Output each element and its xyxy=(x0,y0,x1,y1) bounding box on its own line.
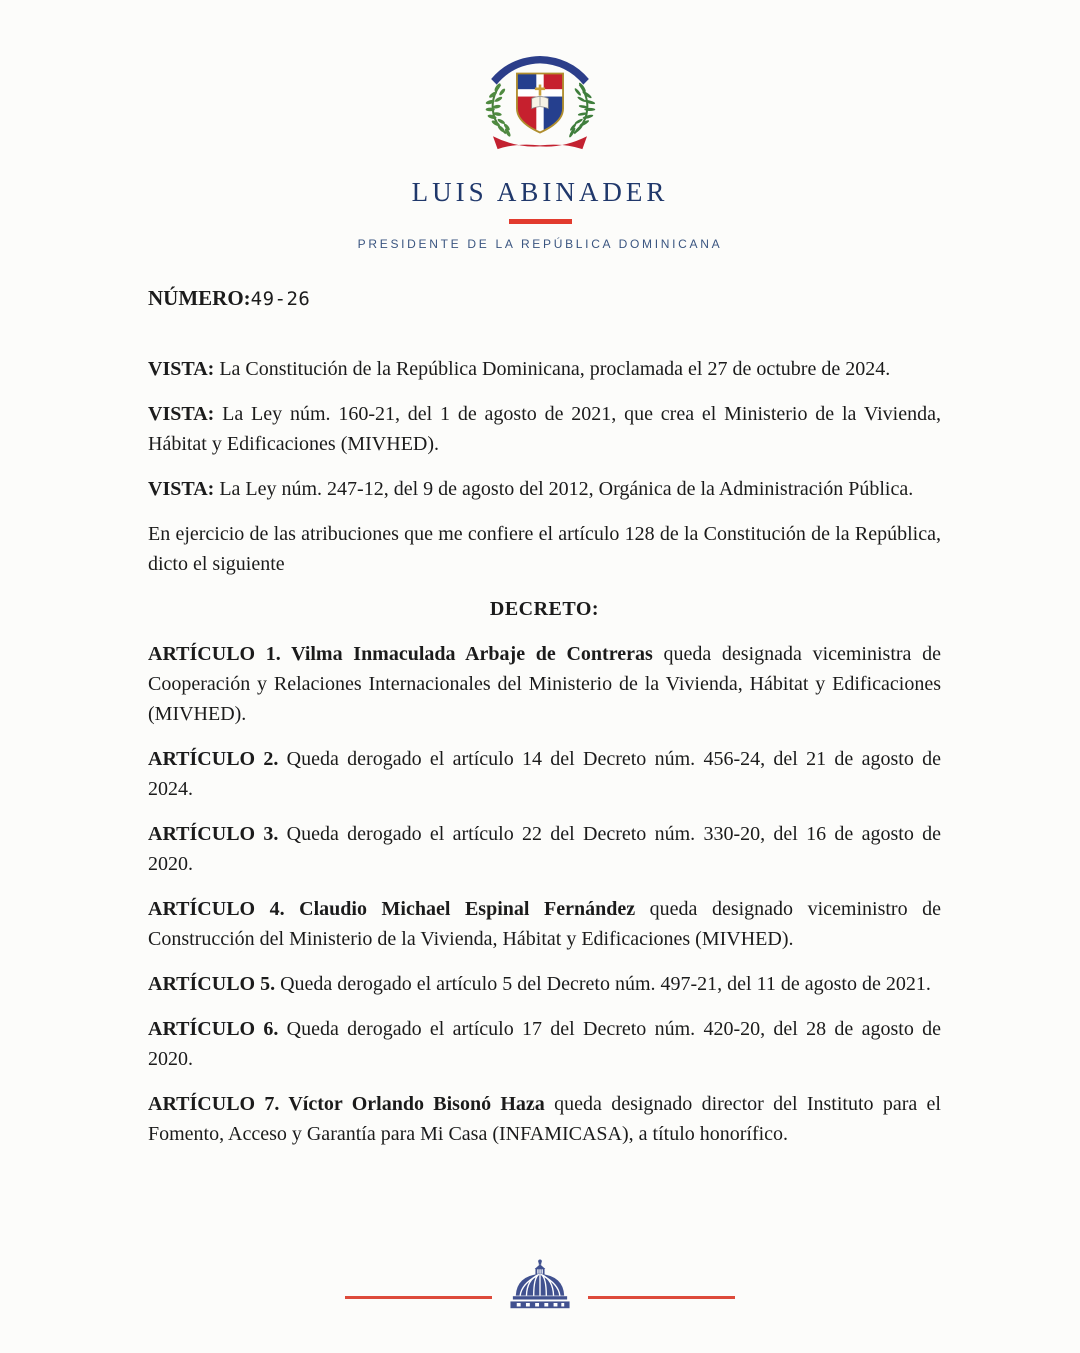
decree-number-label: NÚMERO: xyxy=(148,286,251,310)
paragraph-text: La Ley núm. 247-12, del 9 de agosto del 2012, Orgánica de la Administración Pública. xyxy=(214,478,914,500)
footer-left-rule xyxy=(345,1296,492,1299)
footer-right-rule xyxy=(588,1296,735,1299)
intro-paragraph xyxy=(148,519,941,579)
article-paragraph xyxy=(148,819,941,879)
paragraph-text: En ejercicio de las atribuciones que me confiere el artículo 128 de la Constitución de la República, dicto el siguiente xyxy=(148,523,941,575)
paragraph-lead: VISTA: xyxy=(148,403,215,425)
palace-dome-icon xyxy=(509,1258,571,1310)
president-name: LUIS ABINADER xyxy=(411,177,669,207)
article-text: queda designada viceministra de Cooperación y Relaciones Internacionales del Ministerio de la Vivienda, Hábitat y Edificaciones (MIVHED). xyxy=(148,643,941,725)
article-text: queda designado viceministro de Construcción del Ministerio de la Vivienda, Hábitat y Edificaciones (MIVHED). xyxy=(148,898,941,950)
article-paragraph xyxy=(148,1014,941,1074)
decree-body xyxy=(0,251,1080,1149)
paragraph-lead: VISTA: xyxy=(148,358,215,380)
decree-number-value: 49-26 xyxy=(250,288,311,310)
article-lead: ARTÍCULO 1. Vilma Inmaculada Arbaje de Contreras xyxy=(148,643,653,665)
article-lead: ARTÍCULO 2. xyxy=(148,748,279,770)
article-text: Queda derogado el artículo 14 del Decreto núm. 456-24, del 21 de agosto de 2024. xyxy=(148,748,941,800)
article-paragraph xyxy=(148,894,941,954)
article-paragraph xyxy=(148,639,941,729)
article-lead: ARTÍCULO 7. Víctor Orlando Bisonó Haza xyxy=(148,1093,545,1115)
decree-number xyxy=(148,283,941,314)
decreto-heading: DECRETO: xyxy=(489,598,600,620)
article-paragraph xyxy=(148,969,941,999)
letterhead xyxy=(0,0,1080,251)
vista-paragraph xyxy=(148,399,941,459)
paragraph-lead: VISTA: xyxy=(148,478,215,500)
paragraph-text: La Constitución de la República Dominicana, proclamada el 27 de octubre de 2024. xyxy=(214,358,891,380)
coat-of-arms-icon xyxy=(461,44,619,162)
article-text: queda designado director del Instituto para el Fomento, Acceso y Garantía para Mi Casa (INFAMICASA), a título honorífico. xyxy=(148,1093,941,1145)
article-text: Queda derogado el artículo 17 del Decreto núm. 420-20, del 28 de agosto de 2020. xyxy=(148,1018,941,1070)
article-lead: ARTÍCULO 4. Claudio Michael Espinal Fernández xyxy=(148,898,636,920)
president-title: PRESIDENTE DE LA REPÚBLICA DOMINICANA xyxy=(357,237,723,251)
article-lead: ARTÍCULO 5. xyxy=(148,973,276,995)
article-lead: ARTÍCULO 3. xyxy=(148,823,279,845)
article-text: Queda derogado el artículo 22 del Decreto núm. 330-20, del 16 de agosto de 2020. xyxy=(148,823,941,875)
vista-paragraph xyxy=(148,474,941,504)
article-paragraph xyxy=(148,744,941,804)
red-divider xyxy=(509,219,572,224)
article-paragraph xyxy=(148,1089,941,1149)
paragraph-text: La Ley núm. 160-21, del 1 de agosto de 2021, que crea el Ministerio de la Vivienda, Hábitat y Edificaciones (MIVHED). xyxy=(148,403,941,455)
page-footer xyxy=(0,1258,1080,1310)
vista-paragraph xyxy=(148,354,941,384)
article-lead: ARTÍCULO 6. xyxy=(148,1018,279,1040)
article-text: Queda derogado el artículo 5 del Decreto núm. 497-21, del 11 de agosto de 2021. xyxy=(275,973,931,995)
